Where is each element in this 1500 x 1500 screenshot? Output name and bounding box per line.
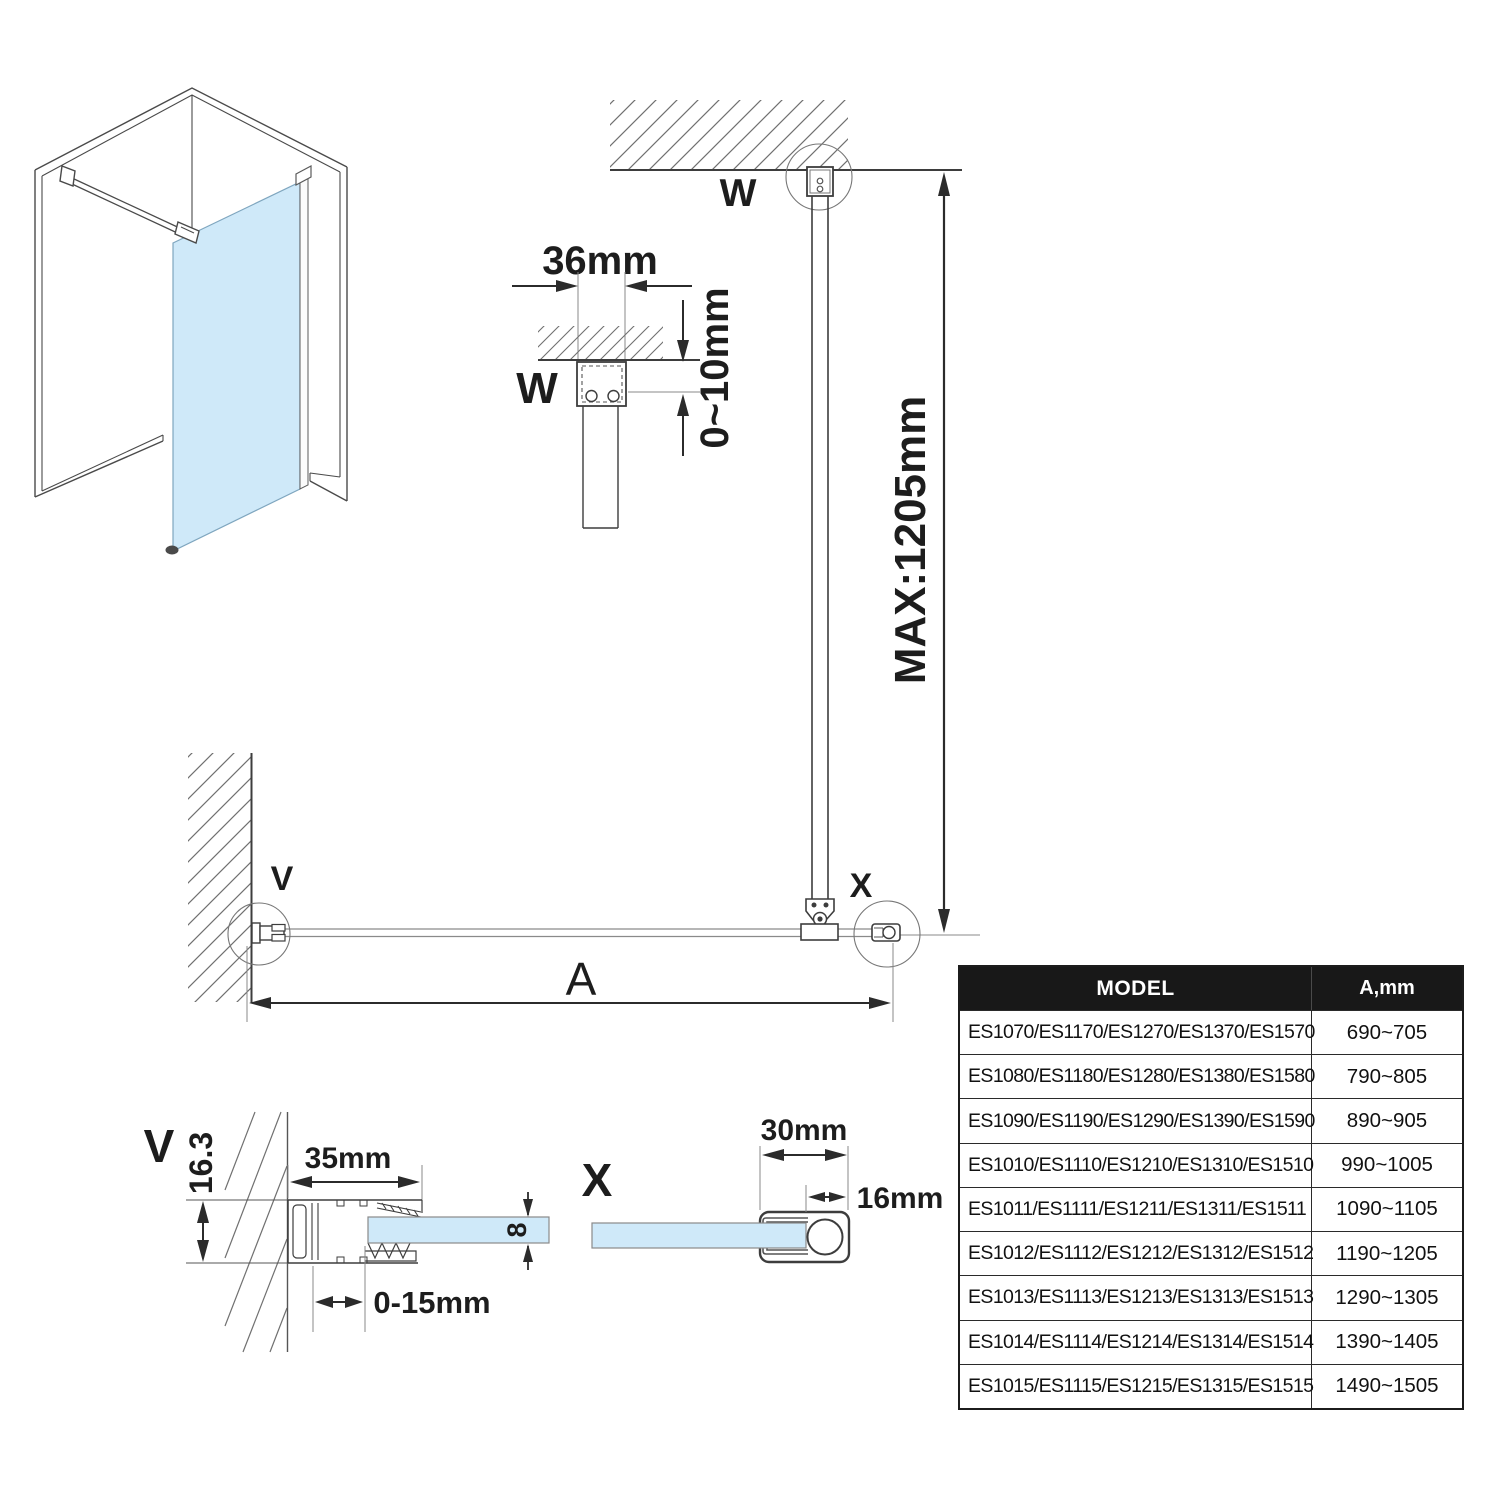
- arrowhead: [808, 1192, 825, 1202]
- serrated-clamp: [377, 1203, 421, 1217]
- glass-bottom-foot: [166, 546, 179, 555]
- model-cell: ES1090/ES1190/ES1290/ES1390/ES1590: [960, 1099, 1312, 1142]
- wall-bracket-lip: [272, 925, 285, 932]
- isometric-view: [35, 88, 347, 555]
- arrowhead: [197, 1240, 209, 1262]
- plan-view: [188, 753, 920, 1022]
- plan-x-label: X: [849, 867, 873, 905]
- plan-v-label: V: [270, 860, 294, 898]
- detail-v-label: V: [143, 1120, 175, 1172]
- dim-16-3-label: 16.3: [183, 1131, 219, 1195]
- ceiling-hatch: [610, 100, 848, 170]
- model-cell: ES1012/ES1112/ES1212/ES1312/ES1512: [960, 1232, 1312, 1275]
- hinge-clamp-block: [801, 924, 838, 940]
- support-bar-wall-flange: [60, 166, 75, 186]
- table-header-amm: A,mm: [1359, 977, 1415, 999]
- arrowhead: [677, 340, 689, 362]
- support-bar-iso: [72, 178, 186, 237]
- round-bar-section: [808, 1220, 843, 1255]
- arrowhead: [315, 1296, 333, 1308]
- wall-profile-detail-v: [144, 1112, 549, 1352]
- detail-w-label: W: [516, 364, 558, 413]
- arrowhead: [523, 1199, 533, 1217]
- table-row: [960, 1054, 1462, 1098]
- dim-0-15mm-label: 0-15mm: [373, 1285, 491, 1320]
- dim-35mm-label: 35mm: [304, 1142, 392, 1175]
- table-header-row: [960, 967, 1462, 1010]
- model-cell: ES1070/ES1170/ES1270/ES1370/ES1570: [960, 1011, 1312, 1054]
- wall-bracket-plate: [252, 923, 260, 943]
- dim-max-height-label: MAX:1205mm: [886, 395, 935, 685]
- ceiling-bracket-detail-w: [512, 239, 737, 528]
- a-cell: 1190~1205: [1336, 1241, 1438, 1265]
- model-cell: ES1013/ES1113/ES1213/ES1313/ES1513: [960, 1276, 1312, 1319]
- table-row: [960, 1231, 1462, 1275]
- a-cell: 890~905: [1346, 1109, 1428, 1133]
- dim-a-label: A: [565, 953, 597, 1005]
- table-header-model: MODEL: [960, 967, 1312, 1010]
- arrowhead: [829, 1192, 846, 1202]
- table-row: [960, 1275, 1462, 1319]
- glass-thickness-label: 8: [502, 1222, 532, 1238]
- wall-hatch: [188, 753, 251, 1002]
- a-cell: 990~1005: [1341, 1153, 1433, 1177]
- table-row: [960, 1320, 1462, 1364]
- arrowhead: [197, 1201, 209, 1223]
- model-cell: ES1080/ES1180/ES1280/ES1380/ES1580: [960, 1055, 1312, 1098]
- detail-x-label: X: [581, 1154, 613, 1206]
- table-row: [960, 1010, 1462, 1054]
- elevation-w-label: W: [719, 172, 757, 215]
- arrowhead: [523, 1244, 533, 1262]
- model-cell: ES1011/ES1111/ES1211/ES1311/ES1511: [960, 1188, 1312, 1231]
- arrowhead: [938, 172, 950, 196]
- a-cell: 1290~1305: [1335, 1285, 1439, 1309]
- model-cell: ES1015/ES1115/ES1215/ES1315/ES1515: [960, 1365, 1312, 1408]
- wall-profile-iso: [300, 178, 308, 489]
- arrowhead: [290, 1176, 312, 1188]
- model-table: [958, 965, 1464, 1410]
- glass-section-x: [592, 1223, 806, 1248]
- arrowhead: [398, 1176, 420, 1188]
- model-cell: ES1014/ES1114/ES1214/ES1314/ES1514: [960, 1321, 1312, 1364]
- model-cell: ES1010/ES1110/ES1210/ES1310/ES1510: [960, 1144, 1312, 1187]
- arrowhead: [825, 1149, 847, 1161]
- arrowhead: [938, 909, 950, 933]
- arrowhead: [762, 1149, 784, 1161]
- table-row: [960, 1143, 1462, 1187]
- wall-hatch-lines: [225, 1112, 287, 1352]
- arrowhead: [869, 997, 891, 1009]
- a-cell: 790~805: [1346, 1064, 1428, 1088]
- a-cell: 1490~1505: [1335, 1374, 1439, 1398]
- a-cell: 1390~1405: [1335, 1330, 1439, 1354]
- table-row: [960, 1187, 1462, 1231]
- dim-16mm-label: 16mm: [856, 1182, 944, 1215]
- screw-hole: [812, 903, 817, 908]
- screw-hole: [824, 903, 829, 908]
- a-cell: 690~705: [1346, 1020, 1428, 1044]
- hinge-pivot-center: [817, 916, 822, 921]
- arrowhead: [345, 1296, 363, 1308]
- table-row: [960, 1364, 1462, 1408]
- support-bar-elevation: [610, 100, 980, 935]
- a-cell: 1090~1105: [1336, 1197, 1438, 1221]
- end-profile-detail-x: [582, 1114, 944, 1262]
- wall-bracket-lip: [272, 935, 285, 942]
- support-bar: [812, 196, 828, 899]
- dim-36mm-label: 36mm: [542, 239, 658, 283]
- ceiling-hatch: [538, 326, 663, 360]
- bar-section: [583, 406, 618, 528]
- dim-30mm-label: 30mm: [760, 1114, 848, 1147]
- dim-ceiling-gap-label: 0~10mm: [693, 287, 737, 449]
- arrowhead: [677, 394, 689, 416]
- table-row: [960, 1098, 1462, 1142]
